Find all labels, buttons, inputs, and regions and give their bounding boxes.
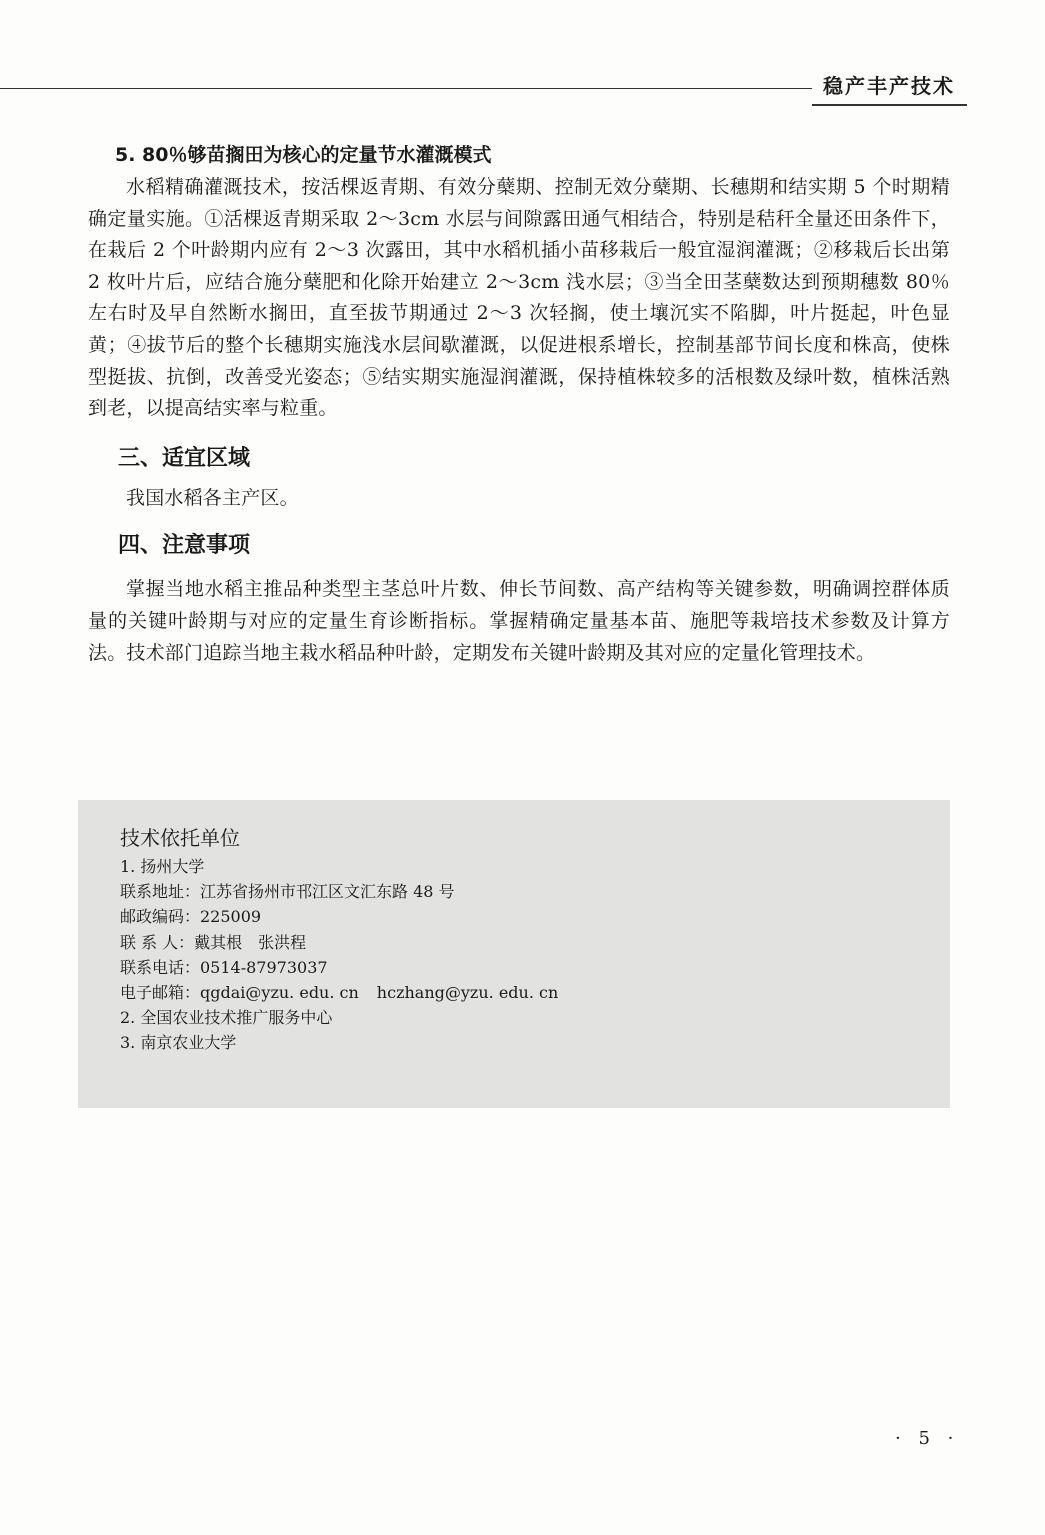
- email-address-2: hczhang@yzu. edu. cn: [376, 983, 559, 1003]
- running-header: [812, 66, 967, 106]
- unit-1: 1. 扬州大学: [120, 857, 205, 876]
- paragraph-irrigation: 水稻精确灌溉技术，按活棵返青期、有效分蘖期、控制无效分蘖期、长穗期和结实期 5 个时期精确定量实施。①活棵返青期采取 2～3cm 水层与间隙露田通气相结合，特别是秸秆全量还田条件下，在栽后 2 个叶龄期内应有 2～3 次露田，其中水稻机插小苗移栽后一般宜湿润灌溉；②移栽后长出第 2 枚叶片后，应结合施分蘖肥和化除开始建立 2～3cm 浅水层；③当全田茎蘖数达到预期穗数 80％左右时及早自然断水搁田，直至拔节期通过 2～3 次轻搁，使土壤沉实不陷脚，叶片挺起，叶色显黄；④拔节后的整个长穗期实施浅水层间歇灌溉，以促进根系增长，控制基部节间长度和株高，使株型挺拔、抗倒，改善受光姿态；⑤结实期实施湿润灌溉，保持植株较多的活根数及绿叶数，植株活熟到老，以提高结实率与粒重。: [88, 176, 950, 420]
- paragraph-precautions: 掌握当地水稻主推品种类型主茎总叶片数、伸长节间数、高产结构等关键参数，明确调控群体质量的关键叶龄期与对应的定量生育诊断指标。掌握精确定量基本苗、施肥等栽培技术参数及计算方法。技术部门追踪当地主栽水稻品种叶龄，定期发布关键叶龄期及其对应的定量化管理技术。: [88, 578, 950, 664]
- support-unit-box: [78, 800, 950, 1108]
- section-heading-precautions: 四、注意事项: [118, 533, 251, 559]
- contact-persons: 联 系 人：戴其根 张洪程: [120, 932, 307, 952]
- contact-phone: 联系电话：0514-87973037: [120, 957, 328, 977]
- section-heading-suitable-region: 三、适宜区域: [118, 445, 251, 471]
- running-header-title: 稳产丰产技术: [823, 74, 955, 98]
- unit-3: 3. 南京农业大学: [120, 1033, 237, 1053]
- postal-code: 邮政编码：225009: [120, 907, 262, 927]
- contact-address: 联系地址：江苏省扬州市邗江区文汇东路 48 号: [120, 882, 455, 902]
- subheading-irrigation-mode: 5. 80％够苗搁田为核心的定量节水灌溉模式: [115, 144, 492, 166]
- email-label: 电子邮箱：: [120, 983, 201, 1003]
- paragraph-suitable-region: 我国水稻各主产区。: [126, 486, 299, 509]
- email-address-1: qgdai@yzu. edu. cn: [200, 983, 359, 1003]
- support-unit-content: [120, 822, 558, 1056]
- header-rule: [0, 88, 812, 89]
- contact-email: [120, 980, 558, 1005]
- unit-2: 2. 全国农业技术推广服务中心: [120, 1008, 333, 1028]
- support-unit-title: 技术依托单位: [120, 826, 240, 850]
- page-number: · 5 ·: [895, 1428, 960, 1449]
- main-content: [88, 138, 950, 669]
